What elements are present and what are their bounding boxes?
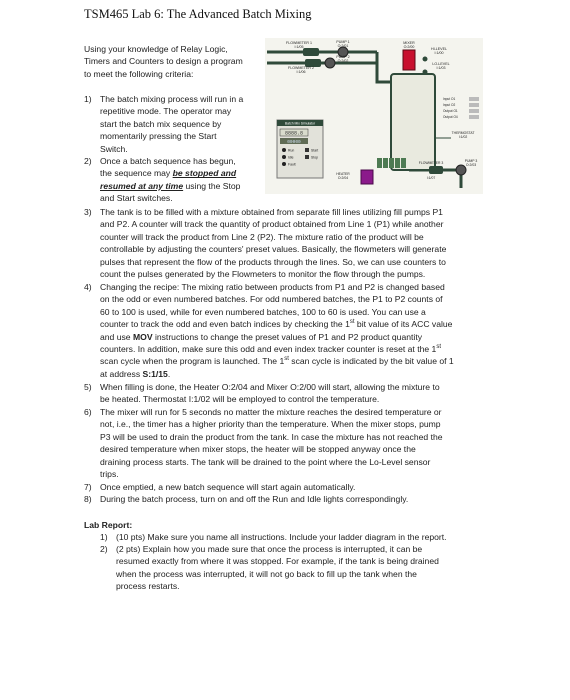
flowmeter-2-label: FLOWMETER 2 xyxy=(288,66,314,70)
item-line: The mixer will run for 5 seconds no matter the mixture reaches the desired temperature or xyxy=(100,407,442,417)
item-line: on the odd or even numbered batches. For odd numbered batches, the P1 to P2 counts of xyxy=(100,294,443,305)
item-line: repetitive mode. The operator may xyxy=(100,106,232,117)
emphasis-text: resumed at any time xyxy=(100,180,184,191)
start-button[interactable] xyxy=(305,148,309,152)
item-line: Changing the recipe: The mixing ratio between products from P1 and P2 is changed based xyxy=(100,282,445,292)
mixer-address: O:2/00 xyxy=(403,45,415,49)
document-title: TSM465 Lab 6: The Advanced Batch Mixing xyxy=(84,7,312,21)
legend-indicator xyxy=(469,97,479,101)
item-line xyxy=(100,368,504,380)
item-line: resumed exactly from where it was stopped. For example, if the tank is being drained xyxy=(116,556,439,567)
item-line: Once emptied, a new batch sequence will start again automatically. xyxy=(100,482,356,492)
heater-label: HEATER xyxy=(336,172,350,176)
item-line xyxy=(100,331,504,343)
simulator-panel xyxy=(277,120,323,178)
level-bar xyxy=(401,158,406,168)
item-line xyxy=(100,180,270,192)
item-number: 6) xyxy=(84,407,92,417)
pump-3-label: PUMP 3 xyxy=(464,159,478,163)
mixer-motor-icon xyxy=(403,50,415,70)
legend-entry: Output O4 xyxy=(443,115,458,119)
lab-report-heading: Lab Report: xyxy=(84,520,133,530)
fault-light-icon xyxy=(282,162,286,166)
item-text: the sequence may xyxy=(100,168,173,179)
item-line: and Start switches. xyxy=(100,193,173,204)
flowmeter-3-label: FLOWMETER 3 xyxy=(418,161,444,165)
item-line: desired temperature when mixer stops, the heater will be stopped anyway once the xyxy=(100,444,416,455)
run-label: Run xyxy=(288,148,295,153)
item-line xyxy=(100,318,504,330)
run-light-icon xyxy=(282,148,286,152)
item-number: 7) xyxy=(84,482,92,492)
item-number: 2) xyxy=(100,544,108,554)
item-line: when the process was interrupted, it will not go back to fill up the tank when the xyxy=(116,568,417,579)
superscript: st xyxy=(349,319,355,326)
item-line: When filling is done, the Heater O:2/04 and Mixer O:2/00 will start, allowing the mixture to xyxy=(100,382,440,392)
item-line: draining process starts. The tank will be drained to the point where the Lo-Level sensor xyxy=(100,456,431,467)
item-line: count the pulses generated by the Flowmeters to monitor the flow through the pumps. xyxy=(100,269,426,280)
thermostat-label: THERMOSTAT xyxy=(451,131,475,135)
item-line: controllable by adjusting the counters' preset values. Basically, the flowmeters will generate xyxy=(100,244,447,255)
level-bar xyxy=(383,158,388,168)
flowmeter-3-address: I:1/07 xyxy=(426,176,436,180)
legend-indicator xyxy=(469,103,479,107)
simulator-display-2-value: 00000 xyxy=(287,139,301,145)
item-line: P3 will be used to drain the product from the tank. In case the mixture has not reached the xyxy=(100,431,443,442)
item-number: 3) xyxy=(84,207,92,217)
item-line: pulses that represent the flow of the products through the lines. So, we can use counters to xyxy=(100,256,446,267)
item-line: Once a batch sequence has begun, xyxy=(100,156,236,166)
item-line: not, i.e., the timer has a higher priority than the temperature. When the mixer stops, pump xyxy=(100,419,441,430)
simulator-title: Batch Mix Simulator xyxy=(284,121,316,126)
mixer-label: MIXER xyxy=(403,41,415,45)
item-number: 1) xyxy=(84,94,92,104)
legend-indicator xyxy=(469,109,479,113)
item-text: at address xyxy=(100,368,143,379)
item-number: 1) xyxy=(100,532,108,542)
level-bar xyxy=(395,158,400,168)
bold-text: S:1/15 xyxy=(142,368,168,379)
pump-2-label: PUMP 2 xyxy=(336,55,350,59)
item-text: scan cycle is indicated by the bit value of 1 xyxy=(288,356,454,367)
superscript: st xyxy=(284,356,289,363)
fault-label: Fault xyxy=(288,162,296,167)
item-line: Switch. xyxy=(100,143,128,154)
batch-mix-diagram xyxy=(265,38,483,194)
item-line: momentarily pressing the Start xyxy=(100,131,217,142)
idle-label: Idle xyxy=(288,155,294,160)
idle-light-icon xyxy=(282,155,286,159)
pump-3-address: O:2/03 xyxy=(465,163,477,167)
item-line: 60 to 100 is used, while for even numbered batches, 100 to 60 is used. You can use a xyxy=(100,306,426,317)
intro-line: Timers and Counters to design a program xyxy=(84,56,243,67)
pump-3-icon xyxy=(456,165,466,175)
hilevel-sensor-icon xyxy=(423,57,428,62)
item-text: scan cycle when the program is launched. The 1 xyxy=(100,356,285,367)
item-line: counter will track the product from Line 2 (P2). The mixture ratio of the product will be xyxy=(100,231,424,242)
item-line: trips. xyxy=(100,469,119,480)
simulator-display-value: 8888.8 xyxy=(284,130,304,137)
stop-button[interactable] xyxy=(305,155,309,159)
flowmeter-1-address: I:1/05 xyxy=(294,45,304,49)
lolevel-label: LO-LEVEL xyxy=(432,62,450,66)
hilevel-label: HI-LEVEL xyxy=(431,47,447,51)
pump-2-icon xyxy=(325,58,335,68)
item-line xyxy=(100,167,270,179)
stop-label: Stop xyxy=(311,155,318,160)
item-number: 4) xyxy=(84,282,92,292)
pump-2-address: O:2/02 xyxy=(337,59,349,63)
item-line: start the batch mix sequence by xyxy=(100,118,222,129)
flowmeter-1-label: FLOWMETER 1 xyxy=(286,41,312,45)
item-text: . xyxy=(167,368,171,379)
flowmeter-2-address: I:1/06 xyxy=(296,70,306,74)
superscript: st xyxy=(436,344,441,351)
item-text: counter to track the odd and even batch indices by checking the 1 xyxy=(100,319,350,330)
item-line: process restarts. xyxy=(116,581,180,592)
bold-text: MOV xyxy=(132,331,153,342)
item-text: using the Stop xyxy=(183,180,241,191)
item-text: counters. In addition, make sure this odd and even index tracker counter is reset at the 1 xyxy=(100,344,437,355)
item-number: 8) xyxy=(84,494,92,504)
flowmeter-3-icon xyxy=(429,166,443,174)
start-label: Start xyxy=(311,148,319,153)
item-line: The batch mixing process will run in a xyxy=(100,94,244,104)
item-line: and P2. A counter will track the quantity of product obtained from Line 1 (P1) while another xyxy=(100,219,444,230)
legend-entry: Output O1 xyxy=(443,109,458,113)
legend-entry: Input O2 xyxy=(443,103,456,107)
pump-1-label: PUMP 1 xyxy=(336,40,350,44)
item-line: During the batch process, turn on and off the Run and Idle lights correspondingly. xyxy=(100,494,409,504)
intro-line: Using your knowledge of Relay Logic, xyxy=(84,44,228,54)
pump-1-address: O:2/01 xyxy=(337,44,349,48)
item-line: (10 pts) Make sure you name all instructions. Include your ladder diagram in the report. xyxy=(116,532,447,542)
item-number: 5) xyxy=(84,382,92,392)
tank-level-bars xyxy=(377,158,406,168)
thermostat-address: I:1/02 xyxy=(458,135,468,139)
intro-paragraph xyxy=(84,43,264,80)
item-line xyxy=(100,343,504,355)
item-text: bit value of its ACC value xyxy=(354,319,453,330)
hilevel-address: I:1/00 xyxy=(434,51,444,55)
item-line: The tank is to be filled with a mixture obtained from separate fill lines utilizing fill pumps P1 xyxy=(100,207,443,217)
heater-icon xyxy=(361,170,373,184)
legend-indicator xyxy=(469,115,479,119)
lolevel-address: I:1/03 xyxy=(436,66,446,70)
level-bar xyxy=(377,158,382,168)
item-text: instructions to change the preset values of P1 and P2 product quantity xyxy=(152,331,423,342)
legend-entry: Input O1 xyxy=(443,97,456,101)
heater-address: O:2/04 xyxy=(337,176,349,180)
intro-line: to meet the following criteria: xyxy=(84,68,194,79)
item-line: be heated. Thermostat I:1/02 will be employed to control the temperature. xyxy=(100,394,380,405)
item-line: (2 pts) Explain how you made sure that once the process is interrupted, it can be xyxy=(116,544,423,554)
item-text: and use xyxy=(100,331,133,342)
emphasis-text: be stopped and xyxy=(172,168,237,179)
tank-icon xyxy=(391,74,435,170)
flowmeter-1-icon xyxy=(303,48,319,56)
item-number: 2) xyxy=(84,156,92,166)
item-line xyxy=(100,355,504,367)
level-bar xyxy=(389,158,394,168)
